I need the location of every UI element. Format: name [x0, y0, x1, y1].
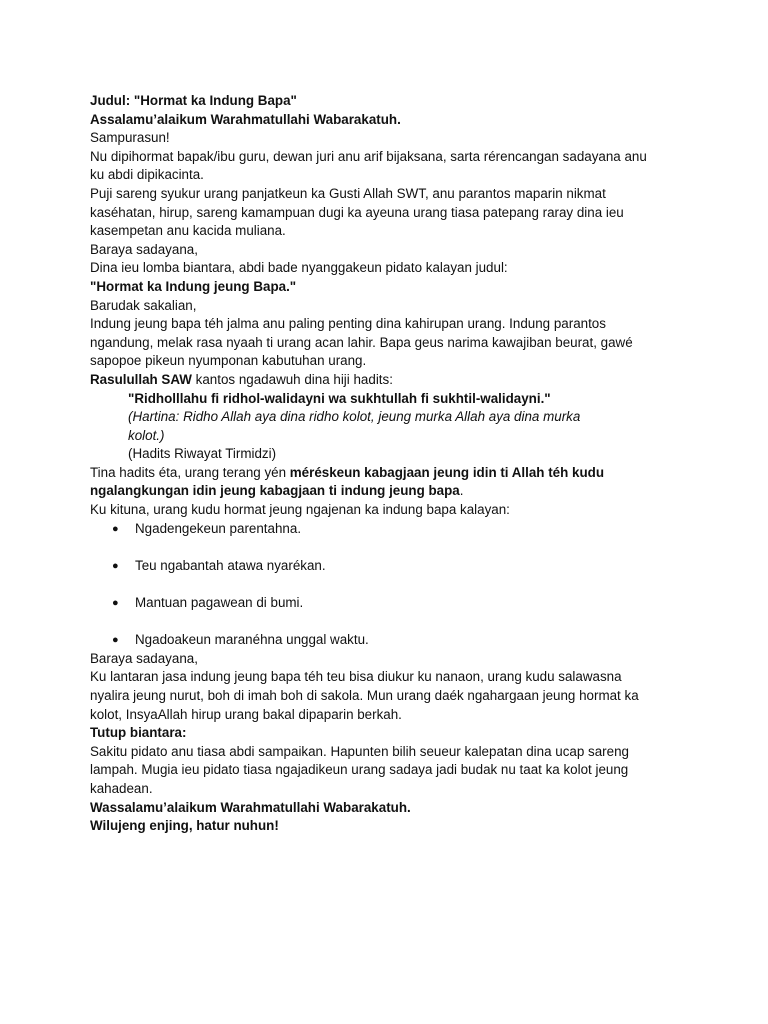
list-item-text: Teu ngabantah atawa nyarékan.: [135, 557, 326, 573]
hadith-text: "Ridholllahu fi ridhol-walidayni wa sukhtullah fi sukhtil-walidayni.": [128, 390, 551, 406]
list-item: [90, 557, 690, 576]
list-item-text: Ngadengekeun parentahna.: [135, 520, 302, 536]
respect-list: [90, 520, 690, 650]
hadith-explanation-emphasis: ngalangkungan idin jeung kabagjaan ti indung jeung bapa: [90, 483, 460, 499]
list-item-text: Ngadoakeun maranéhna unggal waktu.: [135, 632, 369, 648]
hadith-intro: [90, 371, 690, 390]
hadith-intro-text: kantos ngadawuh dina hiji hadits:: [191, 371, 393, 387]
opening-greeting: Assalamu’alaikum Warahmatullahi Wabarakatuh.: [90, 111, 401, 127]
hadith-translation: (Hartina: Ridho Allah aya dina ridho kolot, jeung murka Allah aya dina murka: [128, 409, 581, 425]
paragraph-line: Nu dipihormat bapak/ibu guru, dewan juri anu arif bijaksana, sarta rérencangan sadayana anu: [90, 148, 647, 164]
paragraph-line: kasempetan anu kacida muliana.: [90, 223, 286, 239]
paragraph-line: Indung jeung bapa téh jalma anu paling penting dina kahirupan urang. Indung parantos: [90, 316, 606, 332]
paragraph-line: Puji sareng syukur urang panjatkeun ka Gusti Allah SWT, anu parantos maparin nikmat: [90, 185, 606, 201]
paragraph-line: kahadean.: [90, 780, 153, 796]
list-item-text: Mantuan pagawean di bumi.: [135, 595, 304, 611]
paragraph-line: Ku lantaran jasa indung jeung bapa téh teu bisa diukur ku nanaon, urang kudu salawasna: [90, 669, 622, 685]
paragraph-line: ku abdi dipikacinta.: [90, 167, 204, 183]
intro-line: Dina ieu lomba biantara, abdi bade nyanggakeun pidato kalayan judul:: [90, 260, 508, 276]
paragraph-line: lampah. Mugia ieu pidato tiasa ngajadikeun urang sadaya jadi budak nu taat ka kolot jeung: [90, 762, 629, 778]
hadith-explanation-text: Tina hadits éta, urang terang yén: [90, 464, 290, 480]
hadith-explanation-emphasis: méréskeun kabagjaan jeung idin ti Allah téh kudu: [289, 464, 604, 480]
paragraph-line: nyalira jeung nurut, boh di imah boh di sakola. Mun urang daék ngahargaan jeung hormat ka: [90, 688, 639, 703]
paragraph-line: sapopoe pikeun nyumponan kabutuhan urang.: [90, 353, 367, 369]
paragraph-line: kolot, InsyaAllah hirup urang bakal dipaparin berkah.: [90, 706, 402, 722]
address-line: Baraya sadayana,: [90, 241, 198, 257]
sampurasun-greeting: Sampurasun!: [90, 130, 170, 146]
paragraph-line: Sakitu pidato anu tiasa abdi sampaikan. Hapunten bilih seueur kalepatan dina ucap sareng: [90, 743, 629, 759]
closing-greeting: Wassalamu’alaikum Warahmatullahi Wabarakatuh.: [90, 799, 411, 815]
list-item: [90, 631, 690, 650]
document-body: [90, 92, 690, 836]
address-line: Baraya sadayana,: [90, 650, 198, 666]
list-item: [90, 594, 690, 613]
bullet-icon: ●: [112, 559, 119, 572]
bullet-icon: ●: [112, 522, 119, 535]
hadith-explanation-period: .: [459, 483, 464, 499]
document-title: Judul: "Hormat ka Indung Bapa": [90, 93, 297, 108]
paragraph-line: ngandung, melak rasa nyaah ti urang acan lahir. Bapa geus narima kawajiban beurat, gawé: [90, 334, 633, 350]
list-item: [90, 520, 690, 539]
hadith-translation: kolot.): [128, 427, 165, 443]
bullet-icon: ●: [112, 597, 119, 610]
hadith-explanation: [90, 482, 690, 501]
paragraph-line: kaséhatan, hirup, sareng kamampuan dugi ka ayeuna urang tiasa patepang raray dina ieu: [90, 204, 624, 220]
hadith-explanation: [90, 464, 690, 483]
speech-title: "Hormat ka Indung jeung Bapa.": [90, 278, 297, 294]
hadith-source: (Hadits Riwayat Tirmidzi): [128, 446, 277, 462]
rasulullah-label: Rasulullah SAW: [90, 371, 192, 387]
bullet-icon: ●: [112, 634, 119, 647]
closing-heading: Tutup biantara:: [90, 725, 187, 741]
list-intro: Ku kituna, urang kudu hormat jeung ngajenan ka indung bapa kalayan:: [90, 502, 510, 518]
farewell-line: Wilujeng enjing, hatur nuhun!: [90, 818, 279, 834]
address-line: Barudak sakalian,: [90, 297, 197, 313]
